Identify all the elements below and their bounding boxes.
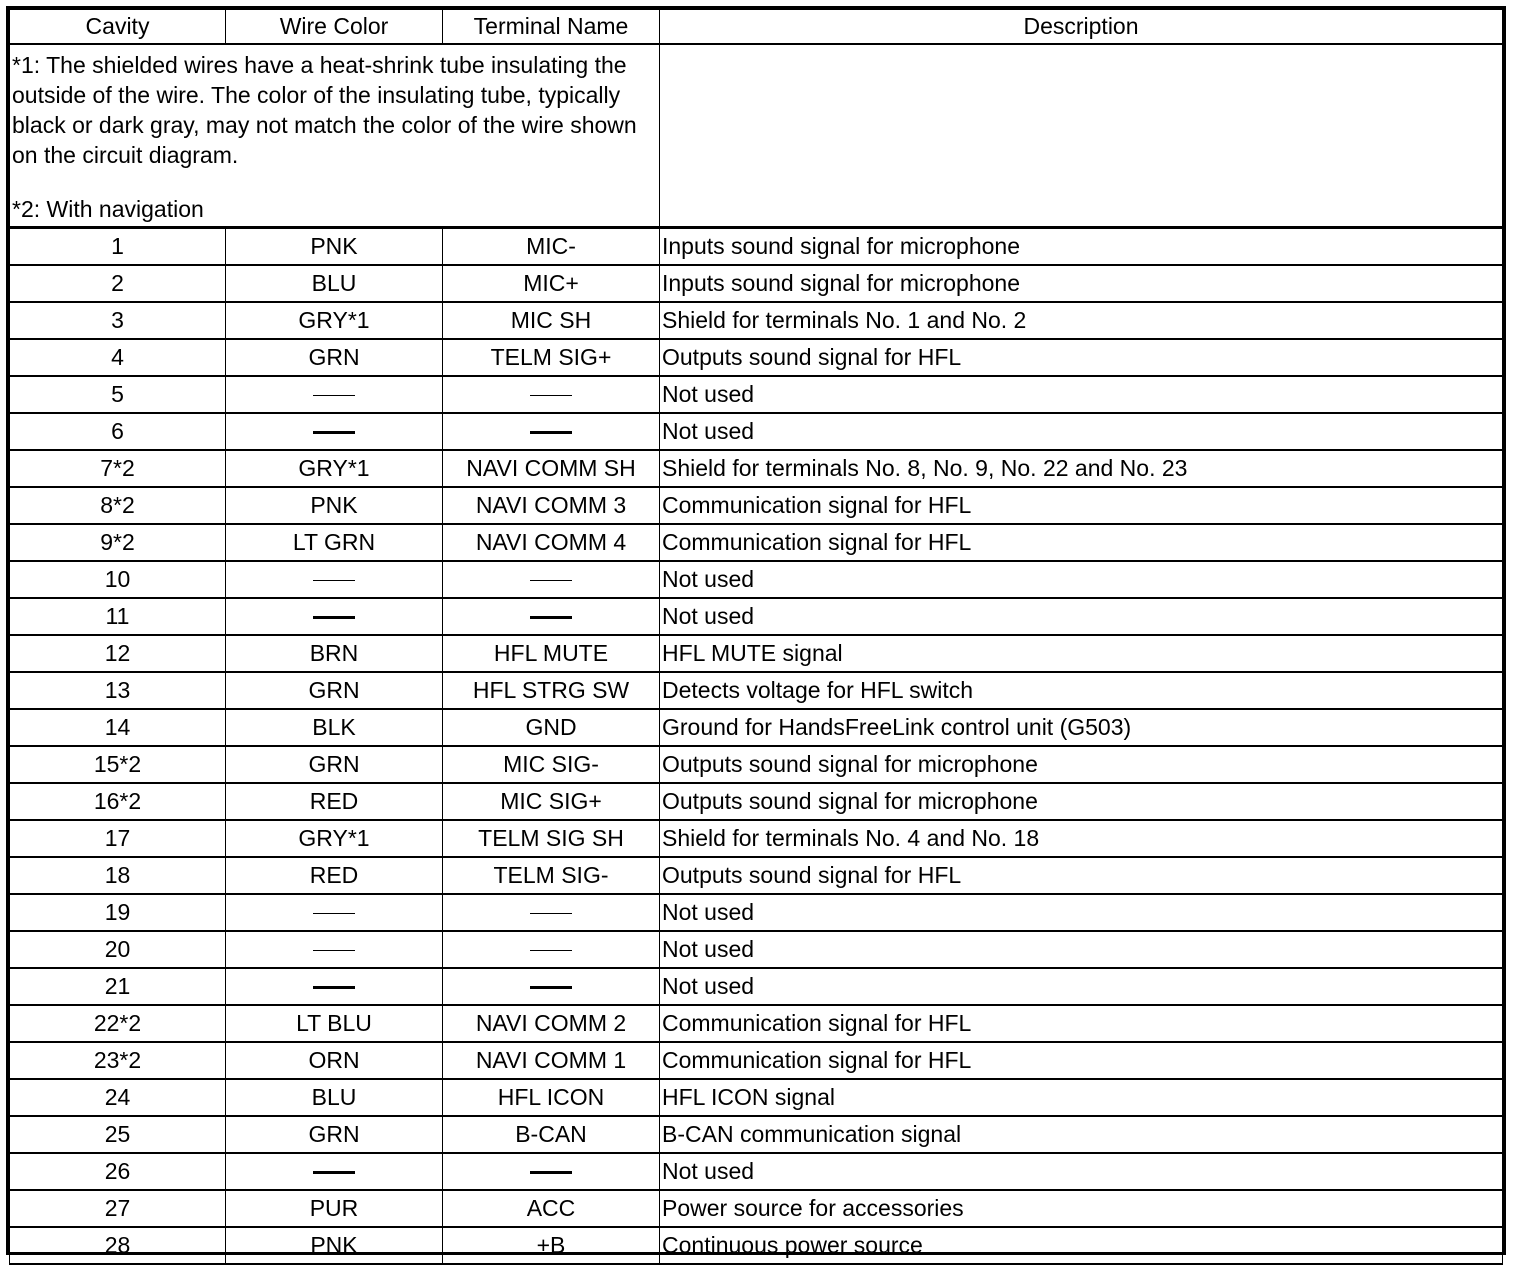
cavity-cell: 7*2 (10, 450, 226, 487)
cavity-cell: 27 (10, 1190, 226, 1227)
cavity-cell: 9*2 (10, 524, 226, 561)
table-row (10, 672, 1503, 709)
table-row (10, 1153, 1503, 1190)
table-row (10, 709, 1503, 746)
terminal-name-cell: TELM SIG+ (443, 339, 660, 376)
cavity-cell: 15*2 (10, 746, 226, 783)
wire-color-cell: BLK (226, 709, 443, 746)
note-spacer (10, 170, 659, 194)
cavity-cell: 20 (10, 931, 226, 968)
cavity-cell: 23*2 (10, 1042, 226, 1079)
terminal-name-cell: NAVI COMM 1 (443, 1042, 660, 1079)
footnote-2: *2: With navigation (12, 196, 204, 222)
table-row (10, 598, 1503, 635)
terminal-name-cell (443, 931, 660, 968)
cavity-cell: 10 (10, 561, 226, 598)
table-row (10, 1116, 1503, 1153)
wire-color-cell: PNK (226, 228, 443, 266)
description-cell: Continuous power source (660, 1227, 1503, 1264)
terminal-name-cell: NAVI COMM 2 (443, 1005, 660, 1042)
wire-color-cell (226, 376, 443, 413)
terminal-name-cell (443, 413, 660, 450)
not-applicable-dash (313, 986, 355, 989)
description-cell: Inputs sound signal for microphone (660, 265, 1503, 302)
not-applicable-dash (530, 431, 572, 434)
terminal-name-cell: +B (443, 1227, 660, 1264)
cavity-cell: 14 (10, 709, 226, 746)
not-applicable-dash (530, 580, 572, 581)
cavity-cell: 26 (10, 1153, 226, 1190)
table-row (10, 561, 1503, 598)
table-row (10, 413, 1503, 450)
description-cell: Not used (660, 376, 1503, 413)
cavity-cell: 18 (10, 857, 226, 894)
description-cell: Detects voltage for HFL switch (660, 672, 1503, 709)
cavity-cell: 2 (10, 265, 226, 302)
cavity-cell: 6 (10, 413, 226, 450)
not-applicable-dash (313, 580, 355, 581)
cavity-cell: 22*2 (10, 1005, 226, 1042)
cavity-cell: 21 (10, 968, 226, 1005)
terminal-name-cell: HFL ICON (443, 1079, 660, 1116)
description-cell: Communication signal for HFL (660, 1005, 1503, 1042)
wire-color-cell: LT GRN (226, 524, 443, 561)
wire-color-cell: PUR (226, 1190, 443, 1227)
terminal-name-cell (443, 1153, 660, 1190)
cavity-cell: 28 (10, 1227, 226, 1264)
wire-color-cell: RED (226, 783, 443, 820)
terminal-name-cell: TELM SIG- (443, 857, 660, 894)
terminal-name-cell: MIC+ (443, 265, 660, 302)
description-cell: HFL ICON signal (660, 1079, 1503, 1116)
description-cell: Not used (660, 968, 1503, 1005)
table-header-row (10, 10, 1503, 45)
wire-color-cell (226, 598, 443, 635)
terminal-name-cell: NAVI COMM 4 (443, 524, 660, 561)
not-applicable-dash (313, 1171, 355, 1174)
table-row (10, 228, 1503, 266)
cavity-cell: 25 (10, 1116, 226, 1153)
description-cell: Outputs sound signal for microphone (660, 746, 1503, 783)
wire-color-cell: PNK (226, 1227, 443, 1264)
wire-color-cell: PNK (226, 487, 443, 524)
header-terminal-name: Terminal Name (443, 10, 660, 45)
terminal-name-cell: B-CAN (443, 1116, 660, 1153)
terminal-name-cell: NAVI COMM 3 (443, 487, 660, 524)
terminal-name-cell: MIC SIG+ (443, 783, 660, 820)
table-row (10, 1227, 1503, 1264)
wire-color-cell (226, 931, 443, 968)
header-description: Description (660, 10, 1503, 45)
not-applicable-dash (530, 616, 572, 619)
header-wire-color: Wire Color (226, 10, 443, 45)
table-row (10, 931, 1503, 968)
cavity-cell: 5 (10, 376, 226, 413)
cavity-cell: 1 (10, 228, 226, 266)
table-row (10, 265, 1503, 302)
connector-table-sheet (6, 6, 1506, 1258)
description-cell: Not used (660, 894, 1503, 931)
not-applicable-dash (313, 431, 355, 434)
wire-color-cell: LT BLU (226, 1005, 443, 1042)
table-row (10, 894, 1503, 931)
cavity-cell: 16*2 (10, 783, 226, 820)
cavity-cell: 4 (10, 339, 226, 376)
not-applicable-dash (530, 1171, 572, 1174)
not-applicable-dash (530, 913, 572, 914)
description-cell: Not used (660, 598, 1503, 635)
table-row (10, 524, 1503, 561)
notes-cell (10, 44, 660, 228)
wire-color-cell (226, 968, 443, 1005)
table-row (10, 635, 1503, 672)
table-row (10, 376, 1503, 413)
description-cell: Power source for accessories (660, 1190, 1503, 1227)
description-cell: HFL MUTE signal (660, 635, 1503, 672)
table-row (10, 339, 1503, 376)
header-cavity: Cavity (10, 10, 226, 45)
table-row (10, 1079, 1503, 1116)
not-applicable-dash (313, 616, 355, 619)
description-cell: B-CAN communication signal (660, 1116, 1503, 1153)
description-cell: Shield for terminals No. 8, No. 9, No. 22 and No. 23 (660, 450, 1503, 487)
terminal-name-cell (443, 894, 660, 931)
terminal-name-cell: HFL MUTE (443, 635, 660, 672)
table-row (10, 820, 1503, 857)
terminal-name-cell: TELM SIG SH (443, 820, 660, 857)
notes-row (10, 44, 1503, 228)
table-row (10, 857, 1503, 894)
table-row (10, 1042, 1503, 1079)
table-row (10, 968, 1503, 1005)
cavity-cell: 24 (10, 1079, 226, 1116)
not-applicable-dash (530, 395, 572, 396)
terminal-name-cell: ACC (443, 1190, 660, 1227)
wire-color-cell (226, 413, 443, 450)
wire-color-cell (226, 894, 443, 931)
table-row (10, 1005, 1503, 1042)
terminal-name-cell: NAVI COMM SH (443, 450, 660, 487)
table-row (10, 783, 1503, 820)
description-cell: Outputs sound signal for HFL (660, 339, 1503, 376)
table-row (10, 1190, 1503, 1227)
wire-color-cell: GRN (226, 746, 443, 783)
cavity-cell: 17 (10, 820, 226, 857)
terminal-name-cell: MIC SIG- (443, 746, 660, 783)
wire-color-cell: BRN (226, 635, 443, 672)
description-cell: Not used (660, 931, 1503, 968)
description-cell: Not used (660, 561, 1503, 598)
wire-color-cell: GRN (226, 1116, 443, 1153)
wire-color-cell: GRY*1 (226, 820, 443, 857)
table-row (10, 487, 1503, 524)
cavity-cell: 12 (10, 635, 226, 672)
wire-color-cell: GRN (226, 672, 443, 709)
not-applicable-dash (313, 395, 355, 396)
description-cell: Outputs sound signal for HFL (660, 857, 1503, 894)
connector-pinout-table (9, 9, 1503, 1265)
terminal-name-cell (443, 968, 660, 1005)
cavity-cell: 19 (10, 894, 226, 931)
not-applicable-dash (313, 913, 355, 914)
description-cell: Not used (660, 413, 1503, 450)
notes-empty-cell (660, 44, 1503, 228)
terminal-name-cell: GND (443, 709, 660, 746)
description-cell: Not used (660, 1153, 1503, 1190)
not-applicable-dash (530, 950, 572, 951)
description-cell: Outputs sound signal for microphone (660, 783, 1503, 820)
wire-color-cell: GRN (226, 339, 443, 376)
not-applicable-dash (530, 986, 572, 989)
wire-color-cell: RED (226, 857, 443, 894)
terminal-name-cell (443, 561, 660, 598)
description-cell: Shield for terminals No. 1 and No. 2 (660, 302, 1503, 339)
not-applicable-dash (313, 950, 355, 951)
cavity-cell: 8*2 (10, 487, 226, 524)
description-cell: Shield for terminals No. 4 and No. 18 (660, 820, 1503, 857)
wire-color-cell: BLU (226, 265, 443, 302)
wire-color-cell: GRY*1 (226, 450, 443, 487)
cavity-cell: 3 (10, 302, 226, 339)
terminal-name-cell: MIC SH (443, 302, 660, 339)
terminal-name-cell (443, 598, 660, 635)
table-row (10, 450, 1503, 487)
description-cell: Ground for HandsFreeLink control unit (G503) (660, 709, 1503, 746)
cavity-cell: 11 (10, 598, 226, 635)
table-row (10, 746, 1503, 783)
terminal-name-cell: HFL STRG SW (443, 672, 660, 709)
cavity-cell: 13 (10, 672, 226, 709)
footnote-1: *1: The shielded wires have a heat-shrink tube insulating the outside of the wire. The color of the insulating tube, typically black or dark gray, may not match the color of the wire shown on the circuit diagram. (12, 52, 637, 168)
wire-color-cell (226, 561, 443, 598)
wire-color-cell: ORN (226, 1042, 443, 1079)
description-cell: Communication signal for HFL (660, 524, 1503, 561)
terminal-name-cell (443, 376, 660, 413)
description-cell: Communication signal for HFL (660, 1042, 1503, 1079)
wire-color-cell: BLU (226, 1079, 443, 1116)
wire-color-cell: GRY*1 (226, 302, 443, 339)
description-cell: Communication signal for HFL (660, 487, 1503, 524)
terminal-name-cell: MIC- (443, 228, 660, 266)
wire-color-cell (226, 1153, 443, 1190)
table-row (10, 302, 1503, 339)
description-cell: Inputs sound signal for microphone (660, 228, 1503, 266)
